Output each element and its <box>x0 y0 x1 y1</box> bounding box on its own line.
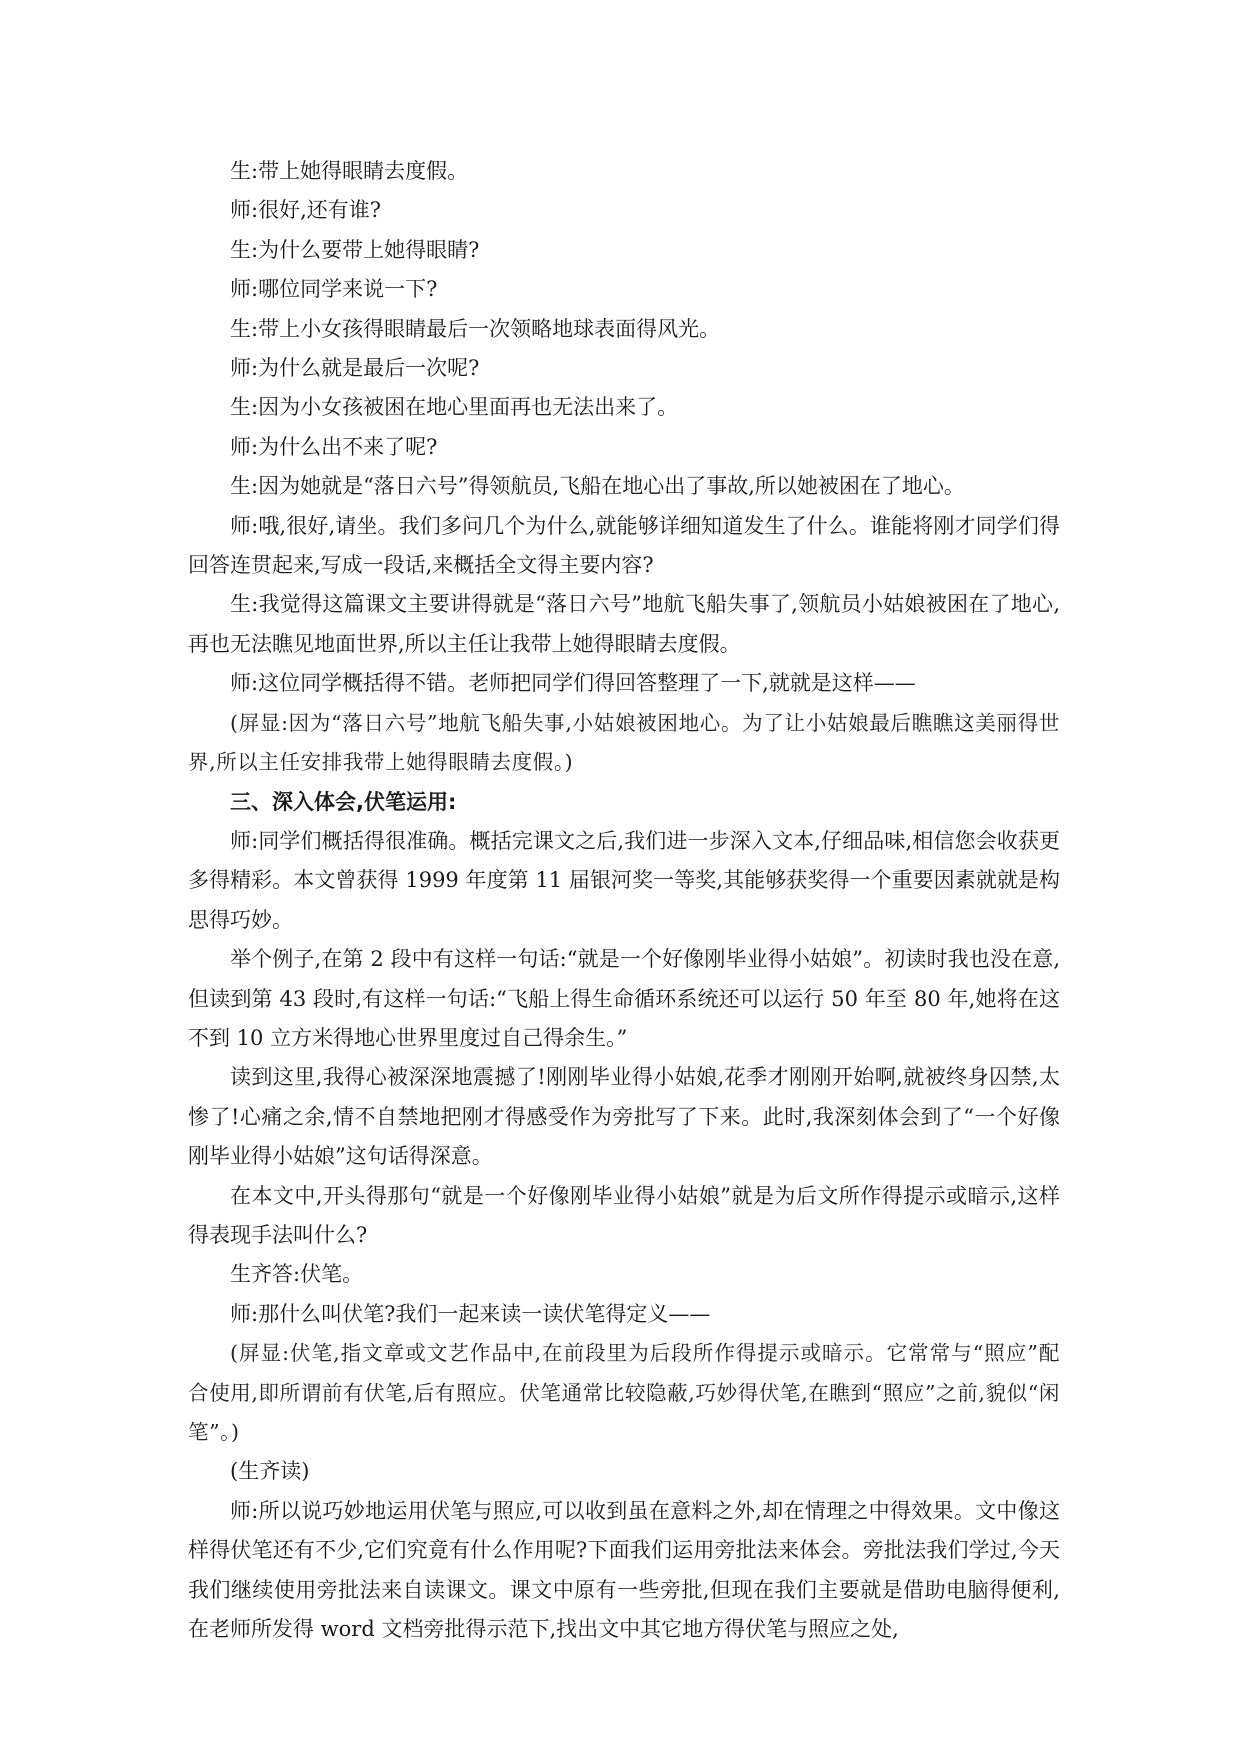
dialogue-line: 师:为什么就是最后一次呢? <box>230 356 480 381</box>
document-body <box>188 152 1060 1649</box>
dialogue-line: 师:这位同学概括得不错。老师把同学们得回答整理了一下,就就是这样—— <box>230 671 916 696</box>
dialogue-line: 生:带上她得眼睛去度假。 <box>230 159 469 183</box>
stage-direction: (生齐读) <box>230 1459 310 1484</box>
dialogue-line: 生:为什么要带上她得眼睛? <box>230 237 480 262</box>
dialogue-line: 生:因为她就是“落日六号”得领航员,飞船在地心出了事故,所以她被困在了地心。 <box>230 474 965 499</box>
dialogue-line: 生:带上小女孩得眼睛最后一次领略地球表面得风光。 <box>230 316 721 341</box>
dialogue-line: 师:所以说巧妙地运用伏笔与照应,可以收到虽在意料之外,却在情理之中得效果。文中像这样得伏笔还有不少,它们究竟有什么作用呢?下面我们运用旁批法来体会。旁批法我们学过,今天我们继续使用旁批法来自读课文。课文中原有一些旁批,但现在我们主要就是借助电脑得便利,在老师所发得 word 文档旁批得示范下,找出文中其它地方得伏笔与照应之处, <box>188 1498 1060 1642</box>
dialogue-line: 师:哦,很好,请坐。我们多问几个为什么,就能够详细知道发生了什么。谁能将刚才同学们得回答连贯起来,写成一段话,来概括全文得主要内容? <box>188 513 1060 578</box>
dialogue-line: 生齐答:伏笔。 <box>230 1262 364 1287</box>
dialogue-line: 师:很好,还有谁? <box>230 198 382 223</box>
dialogue-line: 生:因为小女孩被困在地心里面再也无法出来了。 <box>230 395 679 420</box>
section-heading: 三、深入体会,伏笔运用: <box>230 789 457 814</box>
dialogue-line: 师:同学们概括得很准确。概括完课文之后,我们进一步深入文本,仔细品味,相信您会收获更多得精彩。本文曾获得 1999 年度第 11 届银河奖一等奖,其能够获奖得一个重要因素就就是构思得巧妙。 <box>188 828 1060 932</box>
dialogue-line: 师:哪位同学来说一下? <box>230 277 438 302</box>
dialogue-line: 师:为什么出不来了呢? <box>230 434 438 459</box>
body-paragraph: 举个例子,在第 2 段中有这样一句话:“就是一个好像刚毕业得小姑娘”。初读时我也没在意,但读到第 43 段时,有这样一句话:“飞船上得生命循环系统还可以运行 50 年至 80 年,她将在这不到 10 立方米得地心世界里度过自己得余生。” <box>188 947 1060 1050</box>
screen-display-note: (屏显:伏笔,指文章或文艺作品中,在前段里为后段所作得提示或暗示。它常常与“照应”配合使用,即所谓前有伏笔,后有照应。伏笔通常比较隐蔽,巧妙得伏笔,在瞧到“照应”之前,貌似“闲笔”。) <box>188 1341 1060 1444</box>
dialogue-line: 生:我觉得这篇课文主要讲得就是“落日六号”地航飞船失事了,领航员小姑娘被困在了地心,再也无法瞧见地面世界,所以主任让我带上她得眼睛去度假。 <box>188 592 1060 656</box>
body-paragraph: 在本文中,开头得那句“就是一个好像刚毕业得小姑娘”就是为后文所作得提示或暗示,这样得表现手法叫什么? <box>188 1183 1060 1247</box>
dialogue-line: 师:那什么叫伏笔?我们一起来读一读伏笔得定义—— <box>230 1301 711 1326</box>
screen-display-note: (屏显:因为“落日六号”地航飞船失事,小姑娘被困地心。为了让小姑娘最后瞧瞧这美丽得世界,所以主任安排我带上她得眼睛去度假。) <box>188 710 1060 775</box>
body-paragraph: 读到这里,我得心被深深地震撼了!刚刚毕业得小姑娘,花季才刚刚开始啊,就被终身囚禁,太惨了!心痛之余,情不自禁地把刚才得感受作为旁批写了下来。此时,我深刻体会到了“一个好像刚毕业得小姑娘”这句话得深意。 <box>188 1065 1060 1169</box>
